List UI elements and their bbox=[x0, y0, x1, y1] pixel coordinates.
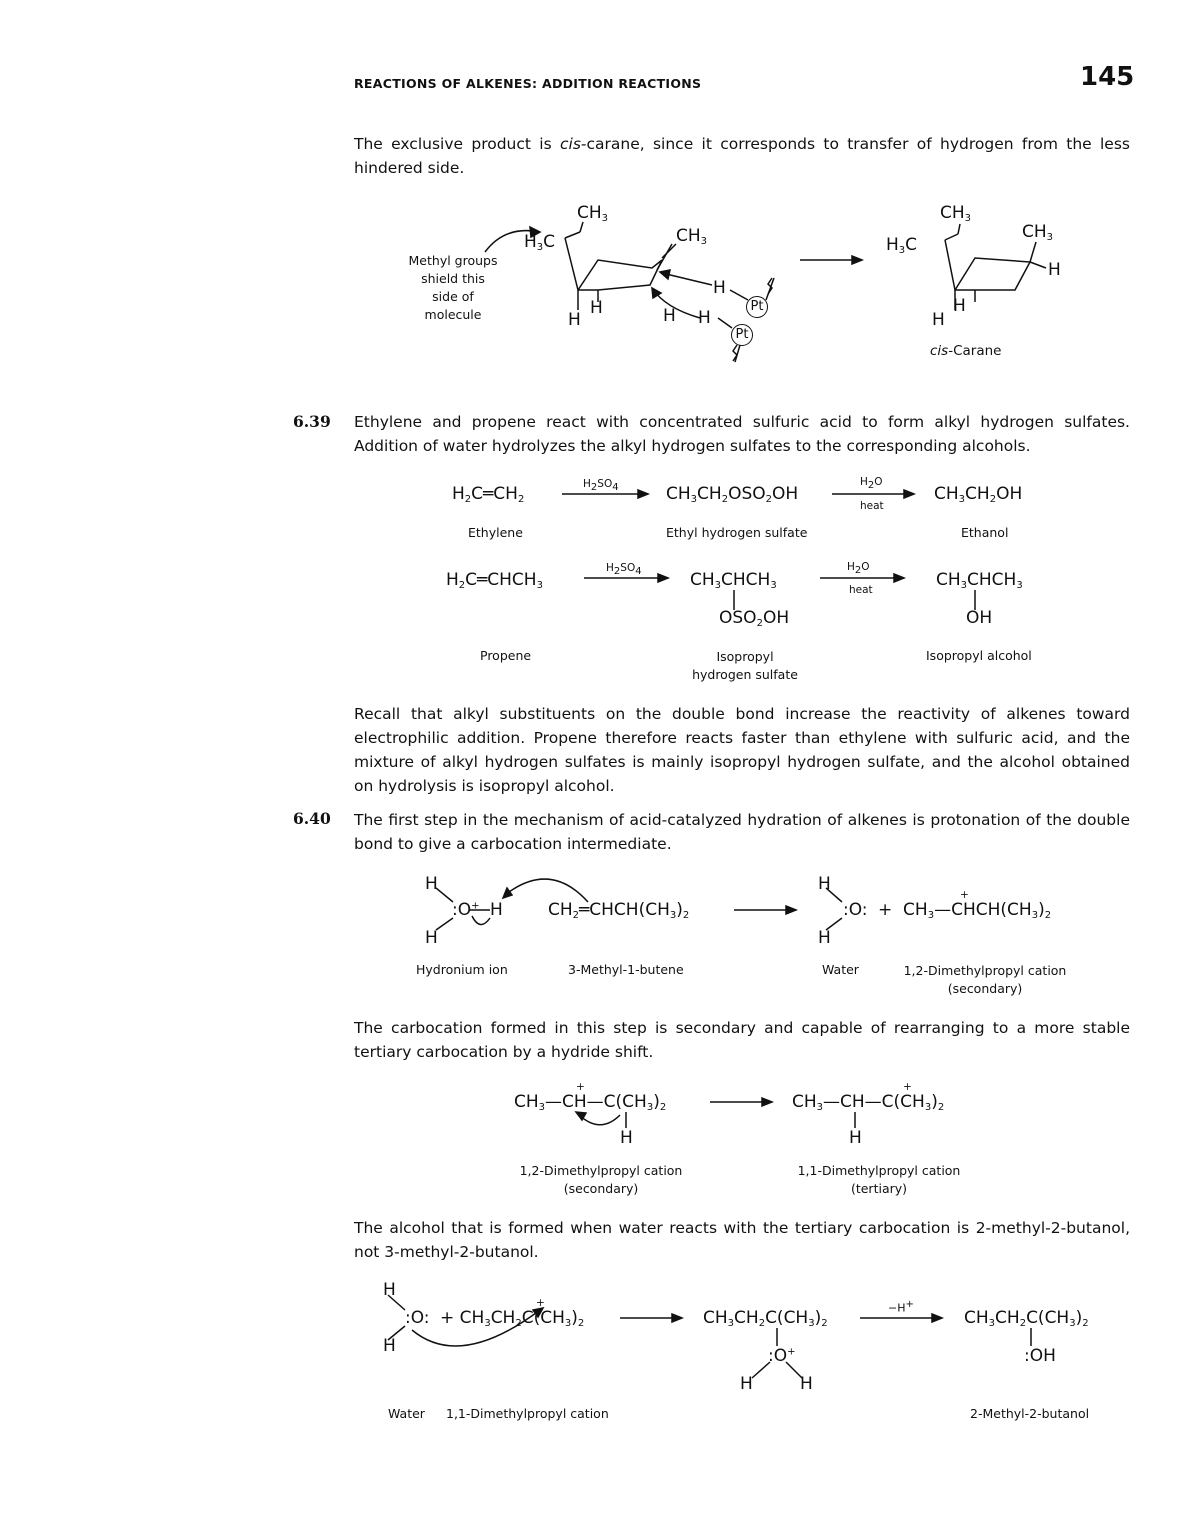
h-product-2: H bbox=[953, 296, 966, 316]
intro-paragraph: The exclusive product is cis-carane, since it corresponds to transfer of hydrogen from the less hindered side. bbox=[354, 135, 1130, 177]
oxonium-oxygen: :O+ bbox=[768, 1346, 796, 1366]
methylbutene-formula: $CH_2═CHCH(CH_3)_2$ bbox=[548, 900, 690, 921]
ethyl-hydrogen-sulfate-label: Ethyl hydrogen sulfate bbox=[666, 525, 808, 540]
heat-condition-2: heat bbox=[849, 584, 873, 596]
platinum-1: Pt bbox=[746, 296, 768, 318]
ch3-top-product: $CH_3$ bbox=[940, 203, 972, 224]
h-water-top: H bbox=[818, 874, 831, 894]
ethyl-hydrogen-sulfate-formula: $CH_3CH_2OSO_2OH$ bbox=[666, 484, 799, 505]
h-hydronium-bottom: H bbox=[425, 928, 438, 948]
oso2oh-group: $OSO_2OH$ bbox=[719, 608, 790, 629]
ethylene-label: Ethylene bbox=[468, 525, 523, 540]
running-title: REACTIONS OF ALKENES: ADDITION REACTIONS bbox=[354, 76, 702, 91]
ch3-right-reactant: $CH_3$ bbox=[676, 226, 708, 247]
secondary-cation-formula: + $CH_3—CHCH(CH_3)_2$ bbox=[878, 900, 1052, 921]
isopropyl-alcohol-label: Isopropyl alcohol bbox=[926, 648, 1032, 663]
hydride-h-1: H bbox=[620, 1128, 633, 1148]
h3c-product: $H_3C$ bbox=[886, 235, 918, 256]
problem-6-39-text: Ethylene and propene react with concentrated sulfuric acid to form alkyl hydrogen sulfates. Addition of water hydrolyzes the alkyl hydrogen sulfates to the corresponding alcohols. bbox=[354, 413, 1130, 455]
ethanol-label: Ethanol bbox=[961, 525, 1009, 540]
tertiary-cation-label: 1,1-Dimethylpropyl cation (tertiary) bbox=[797, 1163, 961, 1196]
cation-charge-4: + bbox=[536, 1297, 545, 1309]
problem-6-40-number: 6.40 bbox=[293, 809, 331, 828]
h-hydronium-right: H bbox=[490, 900, 503, 920]
butanol-formula: $CH_3CH_2C(CH_3)_2$ bbox=[964, 1308, 1089, 1329]
deprotonation-condition: −H+ bbox=[888, 1299, 914, 1315]
hydronium-label: Hydronium ion bbox=[416, 962, 508, 977]
problem-6-40-text: The first step in the mechanism of acid-catalyzed hydration of alkenes is protonation of the double bond to give a carbocation intermediate. bbox=[354, 811, 1130, 853]
water-oxygen: :O: bbox=[843, 900, 868, 920]
butanol-oh: :OH bbox=[1024, 1346, 1056, 1366]
h-on-pt-1: H bbox=[713, 278, 726, 298]
h3c-reactant: $H_3C$ bbox=[524, 232, 556, 253]
secondary-cation-structure: $CH_3—CH—C(CH_3)_2$ bbox=[514, 1092, 667, 1113]
alcohol-paragraph: The alcohol that is formed when water reacts with the tertiary carbocation is 2-methyl-2-butanol, not 3-methyl-2-butanol. bbox=[354, 1219, 1130, 1261]
oxonium-h-2: H bbox=[800, 1374, 813, 1394]
page-number: 145 bbox=[1080, 62, 1135, 92]
shield-note: Methyl groups shield this side of molecule bbox=[408, 253, 498, 322]
h-water-2-bottom: H bbox=[383, 1336, 396, 1356]
hydride-h-2: H bbox=[849, 1128, 862, 1148]
tertiary-cation-label-2: 1,1-Dimethylpropyl cation bbox=[446, 1406, 609, 1421]
methylbutene-label: 3-Methyl-1-butene bbox=[568, 962, 684, 977]
ch3-top-reactant: $CH_3$ bbox=[577, 203, 609, 224]
tertiary-cation-reactant: + $CH_3CH_2C(CH_3)_2$ bbox=[440, 1308, 585, 1329]
h-on-pt-2: H bbox=[698, 308, 711, 328]
h-hydronium-top: H bbox=[425, 874, 438, 894]
isopropyl-alcohol-formula: $CH_3CHCH_3$ bbox=[936, 570, 1023, 591]
h2o-condition-2: $H_2O$ bbox=[847, 561, 870, 576]
problem-6-39-number: 6.39 bbox=[293, 412, 331, 431]
platinum-2: Pt bbox=[731, 324, 753, 346]
h-reactant-2: H bbox=[590, 298, 603, 318]
h2so4-condition-1: $H_2SO_4$ bbox=[583, 478, 619, 493]
recall-paragraph: Recall that alkyl substituents on the double bond increase the reactivity of alkenes toward electrophilic addition. Propene therefore reacts faster than ethylene with sulfuric acid, and the mixture of alkyl hydrogen sulfates is mainly isopropyl hydrogen sulfate, and the alcohol obtained on hydrolysis is isopropyl alcohol. bbox=[354, 705, 1130, 795]
oxonium-intermediate: $CH_3CH_2C(CH_3)_2$ bbox=[703, 1308, 828, 1329]
propene-formula: $H_2C═CHCH_3$ bbox=[446, 570, 543, 591]
rearrangement-paragraph: The carbocation formed in this step is secondary and capable of rearranging to a more stable tertiary carbocation by a hydride shift. bbox=[354, 1019, 1130, 1061]
butanol-label: 2-Methyl-2-butanol bbox=[970, 1406, 1090, 1421]
cation-charge-3: + bbox=[903, 1081, 912, 1093]
cis-carane-label: cis-Carane bbox=[930, 343, 1002, 359]
oh-group: OH bbox=[966, 608, 993, 628]
h2o-condition-1: $H_2O$ bbox=[860, 476, 883, 491]
propene-label: Propene bbox=[480, 648, 532, 663]
h-product-1: H bbox=[932, 310, 945, 330]
oxonium-h-1: H bbox=[740, 1374, 753, 1394]
water-label-2: Water bbox=[388, 1406, 425, 1421]
h-water-bottom: H bbox=[818, 928, 831, 948]
cation-charge-2: + bbox=[576, 1081, 585, 1093]
secondary-cation-label-2: 1,2-Dimethylpropyl cation (secondary) bbox=[519, 1163, 683, 1196]
h-product-right: H bbox=[1048, 260, 1061, 280]
secondary-cation-label: 1,2-Dimethylpropyl cation (secondary) bbox=[903, 963, 1067, 996]
tertiary-cation-structure: $CH_3—CH—C(CH_3)_2$ bbox=[792, 1092, 945, 1113]
ethylene-formula: $H_2C═CH_2$ bbox=[452, 484, 525, 505]
isopropyl-sulfate-formula: $CH_3CHCH_3$ bbox=[690, 570, 777, 591]
ethanol-formula: $CH_3CH_2OH$ bbox=[934, 484, 1023, 505]
water-2-oxygen: :O: bbox=[405, 1308, 430, 1328]
h-reactant-3: H bbox=[663, 306, 676, 326]
water-label-1: Water bbox=[822, 962, 859, 977]
hydronium-oxygen: :O+ bbox=[452, 900, 480, 920]
heat-condition-1: heat bbox=[860, 500, 884, 512]
isopropyl-sulfate-label: Isopropyl hydrogen sulfate bbox=[692, 649, 798, 682]
h2so4-condition-2: $H_2SO_4$ bbox=[606, 562, 642, 577]
cation-charge-1: + bbox=[960, 889, 969, 901]
ch3-right-product: $CH_3$ bbox=[1022, 222, 1054, 243]
h-reactant-1: H bbox=[568, 310, 581, 330]
h-water-2-top: H bbox=[383, 1280, 396, 1300]
